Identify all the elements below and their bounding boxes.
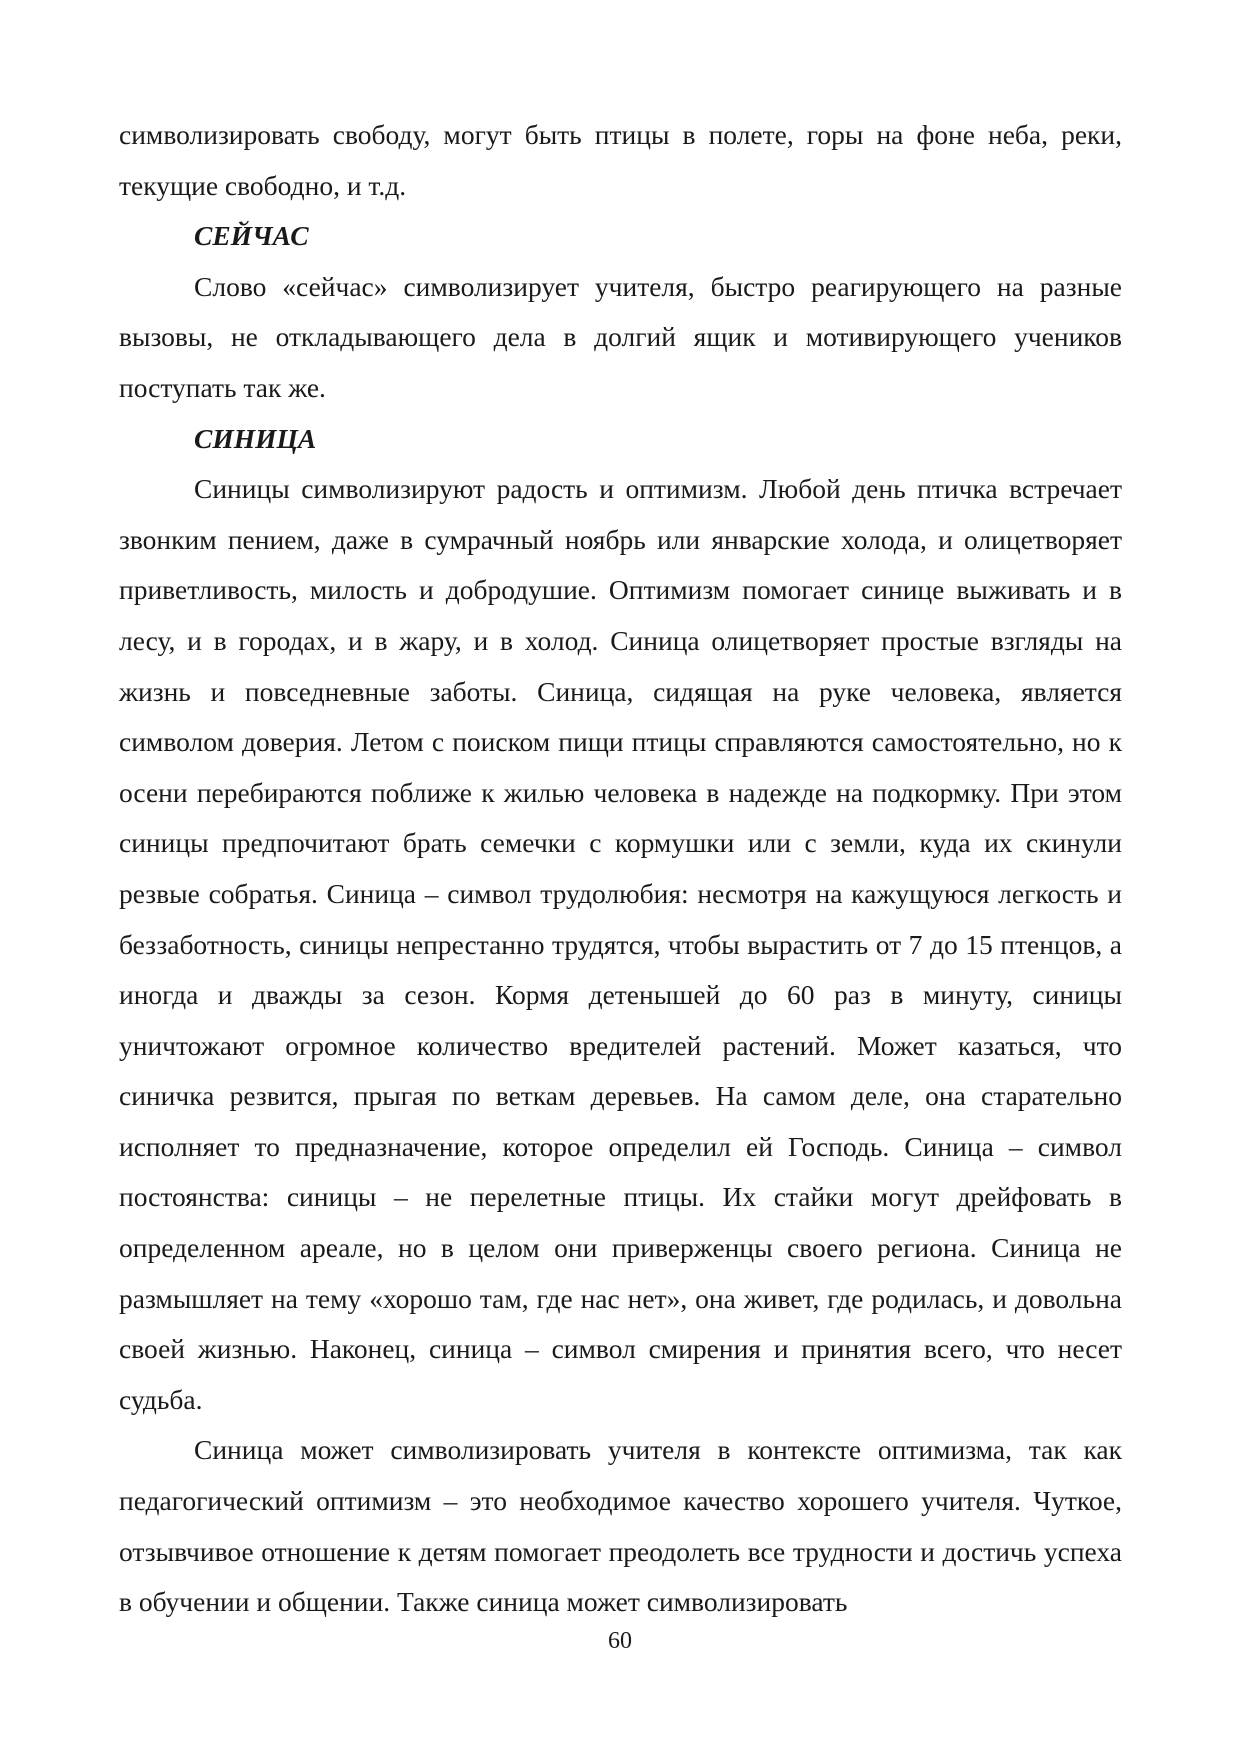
section-heading-now: СЕЙЧАС [194, 220, 309, 252]
page-number: 60 [608, 1628, 632, 1654]
continuation-paragraph: символизировать свободу, могут быть птицы в полете, горы на фоне неба, реки, текущие свободно, и т.д. [119, 119, 1122, 201]
section-paragraph-now: Слово «сейчас» символизирует учителя, быстро реагирующего на разные вызовы, не откладывающего дела в долгий ящик и мотивирующего учеников поступать так же. [119, 270, 1122, 403]
section-paragraph-titmouse: Синицы символизируют радость и оптимизм. Любой день птичка встречает звонким пением, даже в сумрачный ноябрь или январские холода, и олицетворяет приветливость, милость и добродушие. Оптимизм помогает синице выживать и в лесу, и в городах, и в жару, и в холод. Синица олицетворяет простые взгляды на жизнь и повседневные заботы. Синица, сидящая на руке человека, является символом доверия. Летом с поиском пищи птицы справляются самостоятельно, но к осени перебираются поближе к жилью человека в надежде на подкормку. При этом синицы предпочитают брать семечки с кормушки или с земли, куда их скинули резвые собратья. Синица – символ трудолюбия: несмотря на кажущуюся легкость и беззаботность, синицы непрестанно трудятся, чтобы вырастить от 7 до 15 птенцов, а иногда и дважды за сезон. Кормя детенышей до 60 раз в минуту, синицы уничтожают огромное количество вредителей растений. Может казаться, что синичка резвится, прыгая по веткам деревьев. На самом деле, она старательно исполняет то предназначение, которое определил ей Господь. Синица – символ постоянства: синицы – не перелетные птицы. Их стайки могут дрейфовать в определенном ареале, но в целом они приверженцы своего региона. Синица не размышляет на тему «хорошо там, где нас нет», она живет, где родилась, и довольна своей жизнью. Наконец, синица – символ смирения и принятия всего, что несет судьба. [119, 473, 1122, 1415]
section-heading-titmouse: СИНИЦА [194, 422, 317, 454]
section-paragraph-titmouse-teacher: Синица может символизировать учителя в контексте оптимизма, так как педагогический оптимизм – это необходимое качество хорошего учителя. Чуткое, отзывчивое отношение к детям помогает преодолеть все трудности и достичь успеха в обучении и общении. Также синица может символизировать [119, 1434, 1122, 1618]
page-body [119, 110, 1122, 1628]
